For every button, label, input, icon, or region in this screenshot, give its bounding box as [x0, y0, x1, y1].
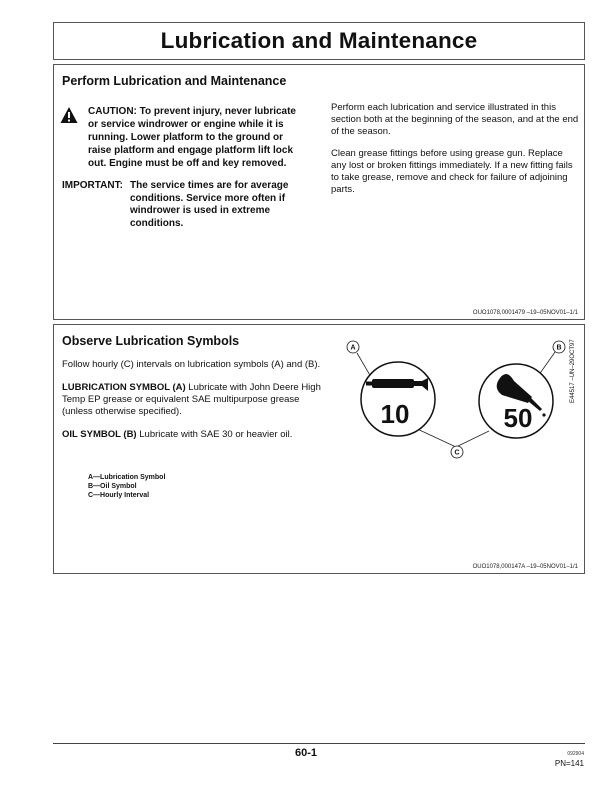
- legend-item: B—Oil Symbol: [88, 483, 137, 490]
- title-box: [53, 22, 585, 60]
- leader-line-c2: [456, 431, 489, 447]
- footer-rule: [53, 743, 585, 744]
- symbols-text-column: [62, 359, 324, 452]
- oil-symbol-text: Lubricate with SAE 30 or heavier oil.: [136, 429, 293, 440]
- hours-label-b: 50: [503, 403, 533, 433]
- page-title: Lubrication and Maintenance: [160, 28, 478, 53]
- lubrication-symbol-text: Lubricate with John Deere High Temp EP grease or equivalent SAE multipurpose grease (unless otherwise specified).: [62, 382, 321, 417]
- oil-symbol-label: OIL SYMBOL (B): [62, 429, 137, 440]
- figure-id: E44517 –UN–29OCT97: [570, 339, 576, 403]
- important-text: The service times are for average conditions. Service more often if windrower is used in extreme conditions.: [130, 180, 289, 229]
- section-reference: OUO1078,000147A –19–05NOV01–1/1: [472, 564, 578, 570]
- caution-block: [60, 105, 300, 170]
- hours-label-a: 10: [380, 399, 410, 429]
- legend-item: C—Hourly Interval: [88, 492, 150, 499]
- important-note: [62, 180, 302, 230]
- lubrication-symbol-label: LUBRICATION SYMBOL (A): [62, 382, 186, 393]
- section-lubrication-symbols: [53, 324, 585, 574]
- document-code: 092904: [567, 751, 584, 757]
- symbols-intro: Follow hourly (C) intervals on lubrication symbols (A) and (B).: [62, 359, 321, 370]
- section-heading: Observe Lubrication Symbols: [62, 334, 240, 348]
- instruction-paragraph: Clean grease fittings before using grease gun. Replace any lost or broken fittings immediately. If a new fitting fails to take grease, remove and check for failure of adjoining parts.: [331, 148, 573, 195]
- callout-a-label: A: [350, 344, 356, 352]
- caution-text: CAUTION: To prevent injury, never lubricate or service windrower or engine while it is running. Lower platform to the ground or raise platform and engage platform lift lock out. Engine must be off and key removed.: [88, 106, 296, 169]
- section-perform-lubrication: [53, 64, 585, 320]
- callout-b-label: B: [556, 344, 562, 352]
- legend-item: A—Lubrication Symbol: [88, 474, 166, 481]
- callout-c-label: C: [454, 449, 460, 457]
- oil-symbol-paragraph: [62, 429, 324, 441]
- pn-number: PN=141: [554, 759, 584, 768]
- section-reference: OUO1078,0001479 –19–05NOV01–1/1: [472, 310, 578, 316]
- warning-triangle-icon: [60, 106, 78, 124]
- lubrication-symbols-figure: [336, 339, 576, 499]
- section-heading: Perform Lubrication and Maintenance: [62, 74, 287, 88]
- figure-legend: [88, 473, 165, 500]
- page-number: 60-1: [294, 747, 318, 759]
- instruction-paragraph: Perform each lubrication and service illustrated in this section both at the beginning of the season, and at the end of the season.: [331, 102, 579, 137]
- lubrication-symbol-paragraph: [62, 382, 324, 418]
- important-label: IMPORTANT:: [62, 180, 123, 191]
- instructions-column: [331, 102, 579, 206]
